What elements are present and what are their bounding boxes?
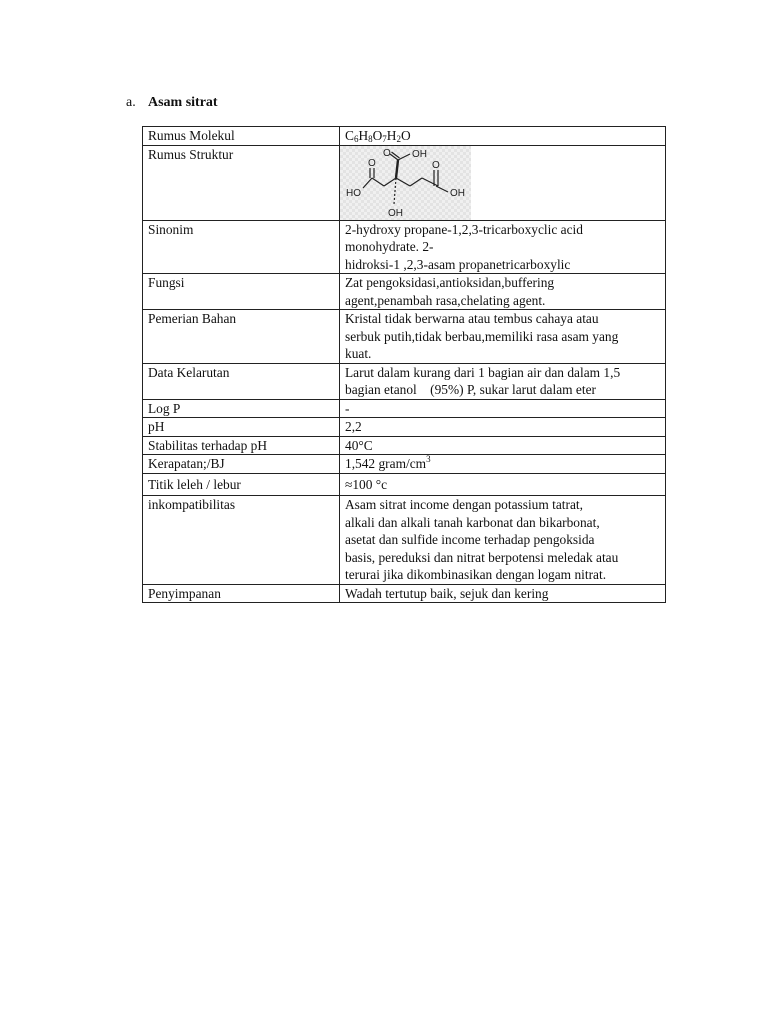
- structure-atom: O: [432, 159, 440, 171]
- table-row: [143, 399, 666, 418]
- value-line: hidroksi-1 ,2,3-asam propanetricarboxylic: [345, 256, 571, 272]
- row-value: 2,2: [340, 418, 666, 437]
- formula-part: H: [358, 128, 369, 143]
- row-value: [340, 455, 666, 474]
- structure-diagram: [340, 146, 471, 220]
- row-label: Sinonim: [143, 220, 340, 274]
- table-row: [143, 145, 666, 220]
- value-line: serbuk putih,tidak berbau,memiliki rasa asam yang: [345, 328, 619, 344]
- value-line: Kristal tidak berwarna atau tembus cahaya atau: [345, 311, 599, 326]
- formula-subscript: 6: [353, 134, 359, 144]
- table-row: [143, 496, 666, 585]
- value-line: Larut dalam kurang dari 1 bagian air dan dalam 1,5: [345, 364, 621, 380]
- table-row: [143, 473, 666, 496]
- value-line: Zat pengoksidasi,antioksidan,buffering: [345, 275, 555, 290]
- value-line: monohydrate. 2-: [345, 239, 434, 254]
- structure-atom: O: [383, 147, 391, 159]
- value-line: bagian etanol (95%) P, sukar larut dalam eter: [345, 382, 596, 397]
- row-value: [340, 496, 666, 585]
- formula-subscript: 8: [368, 134, 373, 144]
- formula-subscript: 2: [396, 134, 401, 144]
- formula-part: O: [400, 128, 411, 143]
- row-label: Pemerian Bahan: [143, 310, 340, 364]
- table-row: [143, 310, 666, 364]
- row-label: Penyimpanan: [143, 584, 340, 603]
- formula-subscript: 7: [382, 134, 387, 144]
- row-value: [340, 363, 666, 399]
- row-label: Titik leleh / lebur: [143, 473, 340, 496]
- structure-cell: [340, 145, 666, 220]
- formula-part: H: [386, 128, 397, 143]
- row-label: pH: [143, 418, 340, 437]
- structure-atom: OH: [388, 207, 403, 219]
- row-value: 40°C: [340, 436, 666, 455]
- row-value: Wadah tertutup baik, sejuk dan kering: [340, 584, 666, 603]
- density-superscript: 3: [426, 454, 431, 464]
- list-marker: a.: [126, 95, 136, 110]
- structure-atom: HO: [346, 187, 361, 199]
- table-row: [143, 274, 666, 310]
- value-line: basis, pereduksi dan nitrat berpotensi meledak atau: [345, 549, 619, 565]
- table-row: [143, 127, 666, 146]
- row-value: [340, 274, 666, 310]
- formula-part: O: [372, 128, 383, 143]
- table-row: [143, 363, 666, 399]
- table-row: [143, 220, 666, 274]
- section-heading: [126, 94, 218, 112]
- value-line: Asam sitrat income dengan potassium tatrat,: [345, 497, 583, 512]
- table-row: [143, 436, 666, 455]
- row-value: -: [340, 399, 666, 418]
- structure-atom: OH: [412, 148, 427, 160]
- section-title: Asam sitrat: [148, 95, 218, 110]
- row-label: Kerapatan;/BJ: [143, 455, 340, 474]
- value-line: alkali dan alkali tanah karbonat dan bikarbonat,: [345, 514, 600, 530]
- value-line: kuat.: [345, 346, 372, 361]
- row-label: Rumus Struktur: [143, 145, 340, 220]
- density-value: 1,542 gram/cm: [345, 456, 427, 471]
- structure-atom: O: [368, 157, 376, 169]
- molecular-formula: [340, 127, 666, 146]
- row-label: Log P: [143, 399, 340, 418]
- value-line: asetat dan sulfide income terhadap pengoksida: [345, 532, 595, 547]
- row-value: ≈100 °c: [340, 473, 666, 496]
- properties-table: [142, 126, 666, 603]
- row-label: Data Kelarutan: [143, 363, 340, 399]
- row-value: [340, 220, 666, 274]
- structure-atom: OH: [450, 187, 465, 199]
- table-row: [143, 455, 666, 474]
- row-label: inkompatibilitas: [143, 496, 340, 585]
- citric-acid-structure-image: [340, 146, 471, 220]
- value-line: 2-hydroxy propane-1,2,3-tricarboxyclic acid: [345, 221, 583, 237]
- table-row: [143, 418, 666, 437]
- row-label: Stabilitas terhadap pH: [143, 436, 340, 455]
- table-row: [143, 584, 666, 603]
- row-label: Fungsi: [143, 274, 340, 310]
- value-line: terurai jika dikombinasikan dengan logam nitrat.: [345, 567, 607, 582]
- value-line: agent,penambah rasa,chelating agent.: [345, 292, 546, 308]
- row-value: [340, 310, 666, 364]
- formula-part: C: [345, 128, 354, 143]
- row-label: Rumus Molekul: [143, 127, 340, 146]
